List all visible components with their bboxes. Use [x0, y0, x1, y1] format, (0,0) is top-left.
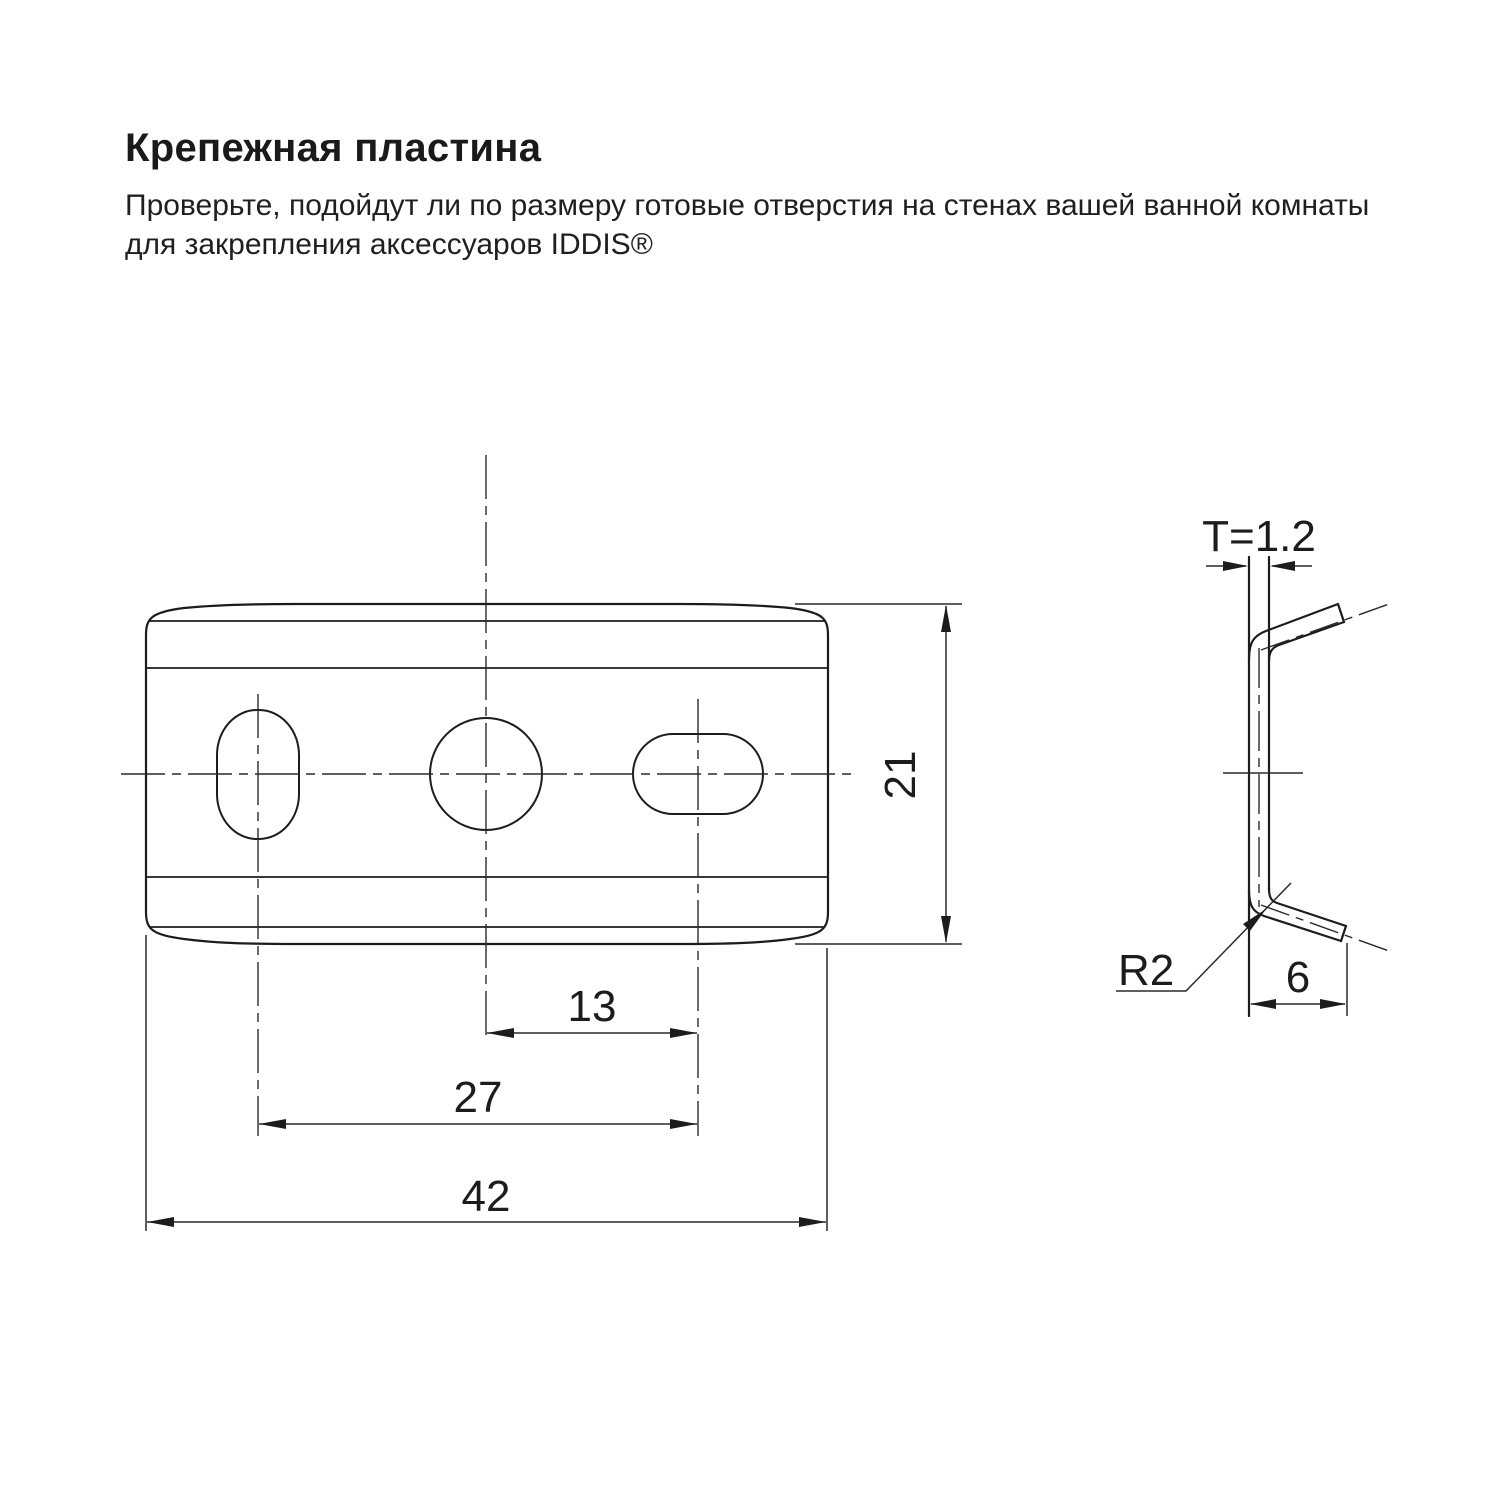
arrow-left-icon [259, 1119, 286, 1129]
arrow-down-icon [941, 916, 951, 943]
arrow-right-icon [799, 1217, 826, 1227]
dimension-thickness [1202, 512, 1316, 571]
page-description-line-1: Проверьте, подойдут ли по размеру готовые отверстия на стенах вашей ванной комнаты [125, 189, 1370, 222]
arrow-right-icon [1320, 999, 1346, 1009]
top-flange-outer-edge [1249, 604, 1338, 660]
side-view-drawing [1116, 512, 1389, 1016]
arrow-right-icon [1223, 561, 1248, 571]
dimension-value-thickness: T=1.2 [1202, 512, 1316, 561]
dimension-value-height: 21 [876, 750, 925, 800]
arrow-left-icon [147, 1217, 174, 1227]
bottom-flange-centerline [1261, 905, 1389, 951]
page-description-line-2: для закрепления аксессуаров IDDIS® [125, 228, 653, 261]
page-title: Крепежная пластина [125, 126, 542, 170]
arrow-left-icon [1270, 561, 1295, 571]
arrow-left-icon [1250, 999, 1276, 1009]
dimension-value-bend-radius: R2 [1118, 946, 1175, 995]
arrow-right-icon [670, 1119, 697, 1129]
dimension-flange-width [1250, 943, 1347, 1016]
top-flange-inner-edge [1269, 622, 1344, 662]
dimension-value-outer-spacing: 27 [453, 1073, 503, 1122]
dimension-value-inner-spacing: 13 [567, 982, 617, 1031]
top-flange-tip [1338, 604, 1344, 622]
arrow-left-icon [487, 1028, 514, 1038]
arrow-right-icon [670, 1028, 697, 1038]
bottom-flange-outer-edge [1249, 890, 1341, 941]
arrow-up-icon [941, 605, 951, 632]
bottom-flange-tip [1341, 926, 1346, 941]
dimension-hole-spacing-outer [259, 1073, 697, 1129]
dimension-value-overall-width: 42 [461, 1172, 511, 1221]
front-view-drawing [121, 455, 851, 1136]
top-flange-centerline [1261, 604, 1389, 650]
dimension-hole-spacing-inner [487, 982, 697, 1038]
leader-arrow-icon [1243, 909, 1266, 931]
label-bend-radius [1116, 883, 1291, 995]
dimension-value-flange-width: 6 [1285, 953, 1311, 1002]
